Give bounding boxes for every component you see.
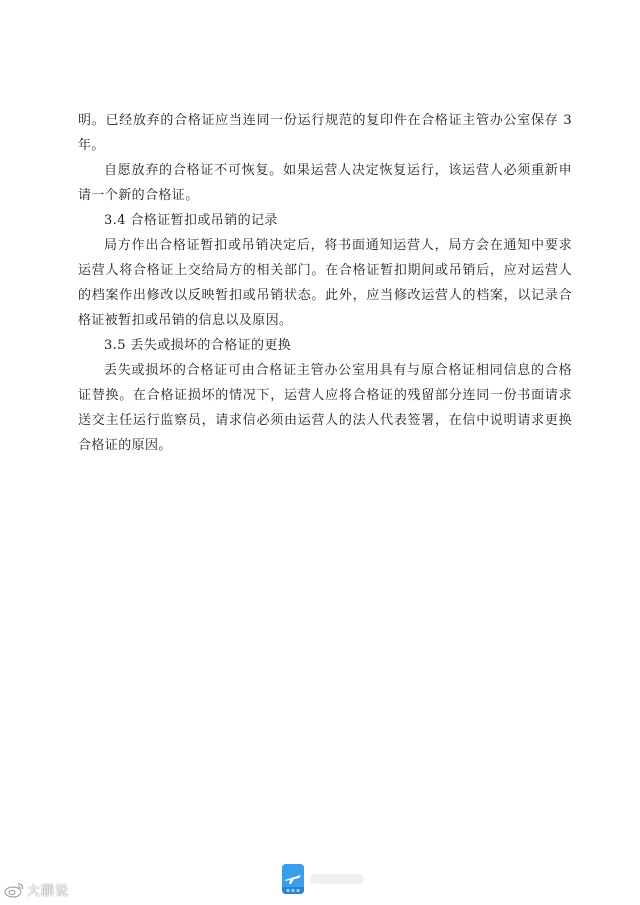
- section-heading-3-5: 3.5 丢失或损坏的合格证的更换: [104, 338, 292, 353]
- watermark: [4, 880, 69, 899]
- document-body: [78, 108, 572, 458]
- footer-blurred-text: [310, 874, 364, 884]
- paragraph-replacement: 丢失或损坏的合格证可由合格证主管办公室用具有与原合格证相同信息的合格证替换。在合格证损坏的情况下，运营人应将合格证的残留部分连同一份书面请求送交主任运行监察员，请求信必须由运营人的法人代表签署，在信中说明请求更换合格证的原因。: [78, 363, 572, 453]
- weibo-icon: [4, 882, 24, 898]
- paragraph-continuation: 明。已经放弃的合格证应当连同一份运行规范的复印件在合格证主管办公室保存 3 年。: [78, 113, 572, 153]
- watermark-text: 大鹏说: [27, 884, 70, 899]
- airplane-logo-icon: [282, 864, 304, 894]
- paragraph-voluntary-surrender: 自愿放弃的合格证不可恢复。如果运营人决定恢复运行，该运营人必须重新申请一个新的合格证。: [78, 163, 572, 203]
- paragraph-suspension-record: 局方作出合格证暂扣或吊销决定后，将书面通知运营人，局方会在通知中要求运营人将合格证上交给局方的相关部门。在合格证暂扣期间或吊销后，应对运营人的档案作出修改以反映暂扣或吊销状态。此外，应当修改运营人的档案，以记录合格证被暂扣或吊销的信息以及原因。: [78, 238, 572, 328]
- section-heading-3-4: 3.4 合格证暂扣或吊销的记录: [104, 213, 278, 228]
